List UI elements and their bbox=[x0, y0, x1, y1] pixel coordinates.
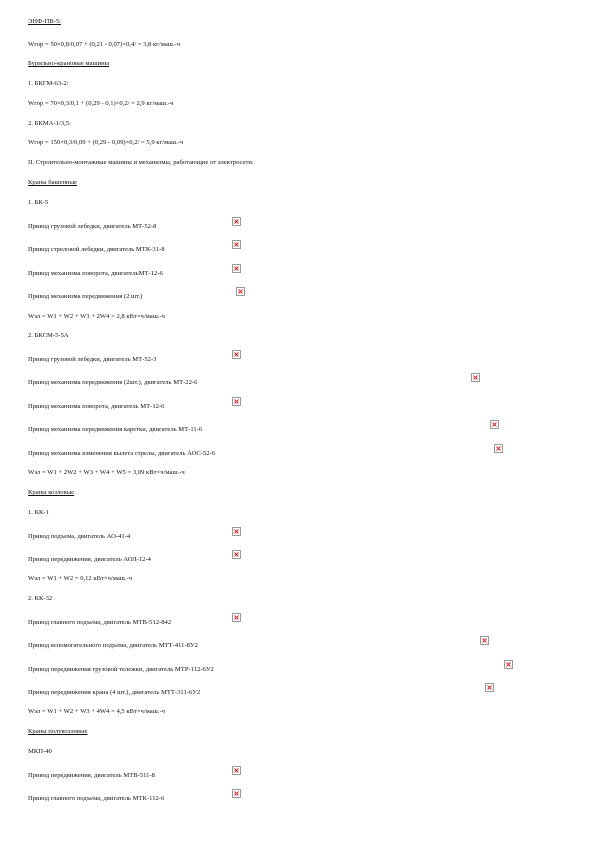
drive-line: Привод главного подъема, двигатель МТК-112-6 bbox=[28, 795, 165, 802]
section-heading: Краны полукозловые bbox=[28, 728, 88, 735]
broken-image-icon bbox=[232, 527, 241, 536]
broken-image-icon bbox=[232, 550, 241, 559]
drive-line: Привод механизма поворота, двигатель МТ-12-6 bbox=[28, 403, 165, 410]
heading-enf: ЭНФ-ПВ-5: bbox=[28, 18, 62, 25]
machine-title: 2. БКСМ-5-5А bbox=[28, 332, 69, 339]
broken-image-icon bbox=[232, 766, 241, 775]
formula-line: Wэл = W1 + W2 + W3 + 2W4 = 2,8 кВт×ч/маш.-ч bbox=[28, 313, 165, 320]
broken-image-icon bbox=[480, 636, 489, 645]
broken-image-icon bbox=[236, 287, 245, 296]
machine-title: 2. КК-32 bbox=[28, 595, 53, 602]
drive-line: Привод механизма изменения вылета стрелы, двигатель АОС-52-6 bbox=[28, 450, 216, 457]
broken-image-icon bbox=[232, 240, 241, 249]
drive-line: Привод механизма передвижения (2 шт.) bbox=[28, 293, 143, 300]
drive-line: Привод механизма поворота, двигательМТ-12-6 bbox=[28, 270, 163, 277]
formula-line: Wэл = W1 + W2 + W3 + 4W4 = 4,5 кВт×ч/маш.-ч bbox=[28, 708, 165, 715]
drive-line: Привод механизма передвижения (2шт.), двигатель МТ-22-6 bbox=[28, 379, 198, 386]
drive-line: Привод грузовой лебедки, двигатель МТ-52-8 bbox=[28, 223, 157, 230]
machine-title: МКП-40 bbox=[28, 748, 52, 755]
drive-line: Привод передвижения, двигатель АОЛ-12-4 bbox=[28, 556, 151, 563]
drive-line: Привод передвижения крана (4 шт.), двигатель МТТ-311-6У2 bbox=[28, 689, 201, 696]
broken-image-icon bbox=[485, 683, 494, 692]
drive-line: Привод главного подъема, двигатель МТВ-512-842 bbox=[28, 619, 172, 626]
drive-line: Привод подъема, двигатель АО-41-4 bbox=[28, 533, 131, 540]
section-heading: Краны козловые bbox=[28, 489, 75, 496]
formula-line: Wгор = 50×0,8/0,07 + (0,21 - 0,07)×0,4/ = 3,8 кг/маш.-ч bbox=[28, 41, 181, 48]
broken-image-icon bbox=[232, 264, 241, 273]
formula-line: Wгор = 70×0,3/0,1 + (0,29 - 0,1)×0,2/ = 2,9 кг/маш.-ч bbox=[28, 100, 174, 107]
formula-line: Wэл = W1 + 2W2 + W3 + W4 + W5 = 3,09 кВт×ч/маш.-ч bbox=[28, 469, 185, 476]
broken-image-icon bbox=[504, 660, 513, 669]
broken-image-icon bbox=[232, 613, 241, 622]
broken-image-icon bbox=[490, 420, 499, 429]
machine-title: 1. КК-1 bbox=[28, 509, 49, 516]
drive-line: Привод вспомогательного подъема, двигатель МТТ-411-8У2 bbox=[28, 642, 198, 649]
machine-title: 1. БКГМ-63-2: bbox=[28, 80, 69, 87]
drive-line: Привод механизма передвижения каретки, двигатель МТ-11-6 bbox=[28, 426, 203, 433]
part-heading: II. Строительно-монтажные машины и механизмы, работающие от электросети. bbox=[28, 159, 254, 166]
broken-image-icon bbox=[471, 373, 480, 382]
broken-image-icon bbox=[494, 444, 503, 453]
section-heading: Бурильно-крановые машины bbox=[28, 60, 110, 67]
drive-line: Привод передвижения, двигатель МТВ-511-8 bbox=[28, 772, 155, 779]
machine-title: 1. БК-5 bbox=[28, 199, 49, 206]
broken-image-icon bbox=[232, 397, 241, 406]
drive-line: Привод передвижения грузовой тележки, двигатель МТР-112-6У2 bbox=[28, 666, 214, 673]
broken-image-icon bbox=[232, 789, 241, 798]
section-heading: Краны башенные bbox=[28, 179, 77, 186]
formula-line: Wэл = W1 + W2 = 0,12 кВт×ч/маш.-ч bbox=[28, 575, 133, 582]
formula-line: Wгор = 150×0,3/0,09 + (0,29 - 0,09)×0,2/ = 5,9 кг/маш.-ч bbox=[28, 139, 184, 146]
drive-line: Привод стреловой лебедки, двигатель МТК-31-8 bbox=[28, 246, 165, 253]
drive-line: Привод грузовой лебедки, двигатель МТ-52-3 bbox=[28, 356, 157, 363]
broken-image-icon bbox=[232, 217, 241, 226]
machine-title: 2. БКМА-1/3,5: bbox=[28, 120, 71, 127]
broken-image-icon bbox=[232, 350, 241, 359]
